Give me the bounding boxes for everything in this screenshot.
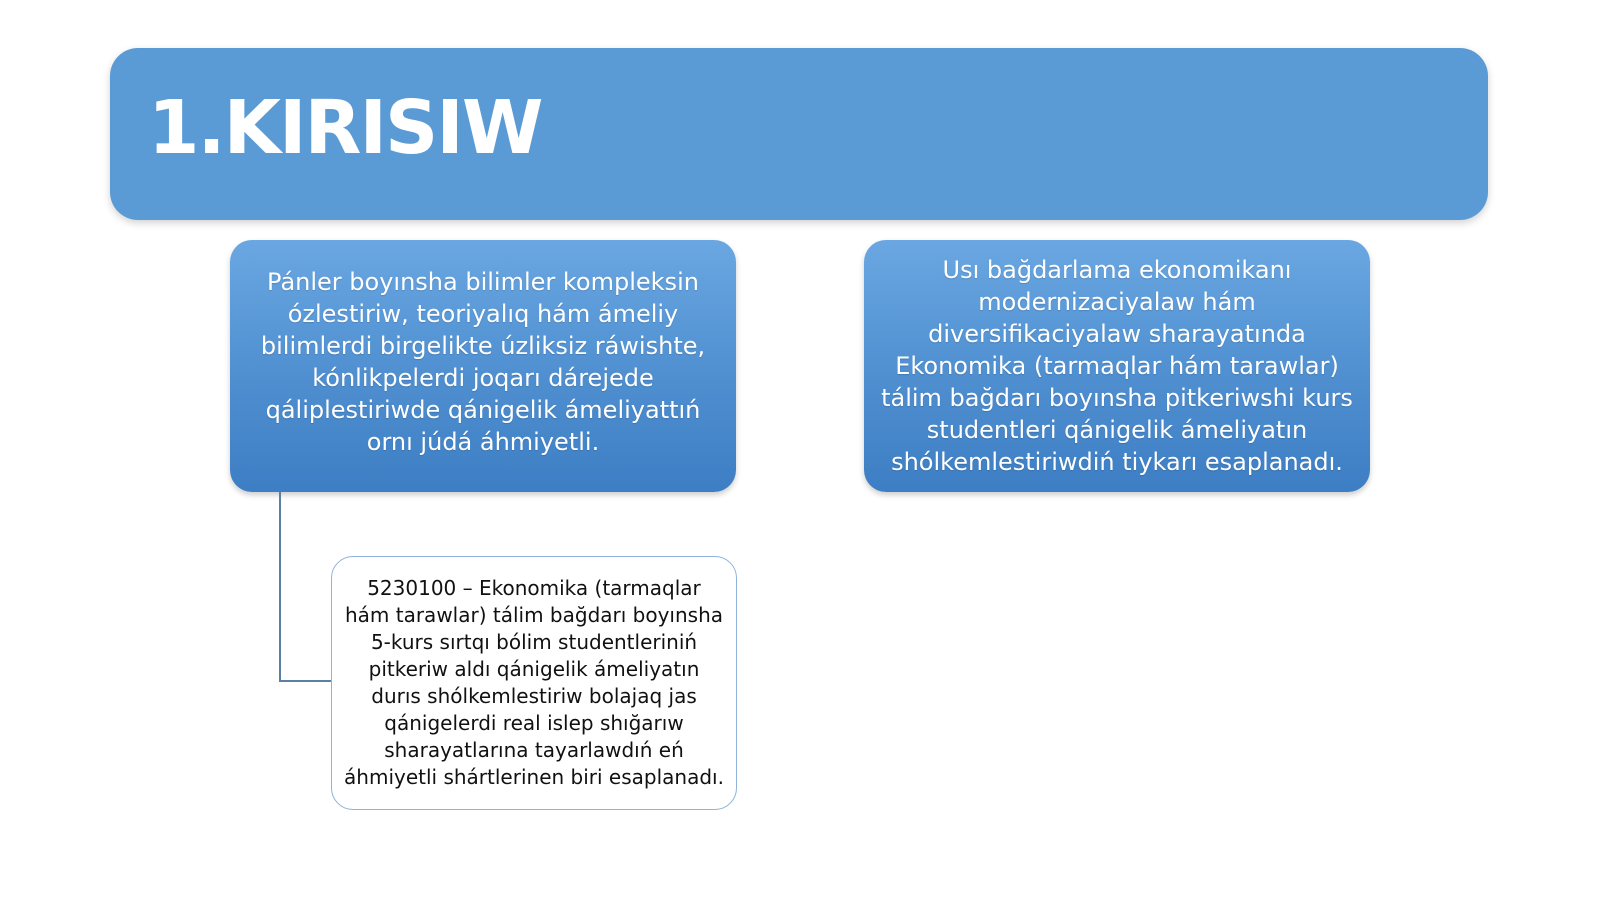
left-info-text: Pánler boyınsha bilimler kompleksin ózlestiriw, teoriyalıq hám ámeliy bilimlerdi birgelikte úzliksiz ráwishte, kónlikpelerdi joqarı dárejede qáliplestiriwde qánigelik ámeliyattıń ornı júdá áhmiyetli.	[260, 268, 706, 456]
left-info-box	[230, 240, 736, 492]
title-bar	[110, 48, 1488, 220]
slide-title: 1.KIRISIW	[148, 85, 542, 171]
right-info-box	[864, 240, 1370, 492]
right-info-text: Usı bağdarlama ekonomikanı modernizaciyalaw hám diversifikaciyalaw sharayatında Ekonomika (tarmaqlar hám tarawlar) tálim bağdarı boyınsha pitkeriwshi kurs studentleri qánigelik ámeliyatın shólkemlestiriwdiń tiykarı esaplanadı.	[881, 256, 1353, 476]
child-info-box	[331, 556, 737, 810]
connector-line	[279, 492, 331, 682]
child-info-text: 5230100 – Ekonomika (tarmaqlar hám tarawlar) tálim bağdarı boyınsha 5-kurs sırtqı bólim studentleriniń pitkeriw aldı qánigelik ámeliyatın durıs shólkemlestiriw bolajaq jas qánigelerdi real islep shığarıw sharayatlarına tayarlawdıń eń áhmiyetli shártlerinen biri esaplanadı.	[344, 576, 724, 789]
